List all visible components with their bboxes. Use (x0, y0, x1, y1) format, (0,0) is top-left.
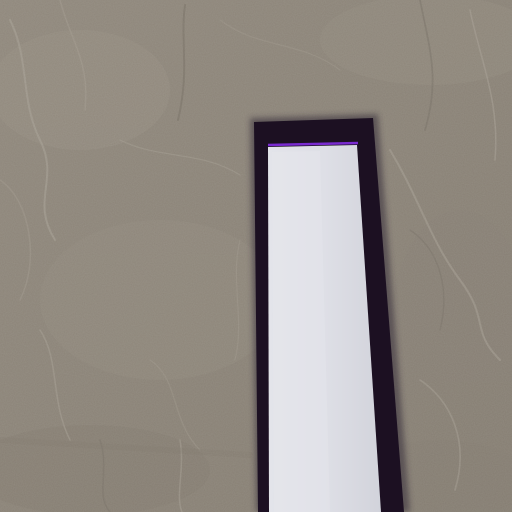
card-highlight (272, 151, 330, 512)
